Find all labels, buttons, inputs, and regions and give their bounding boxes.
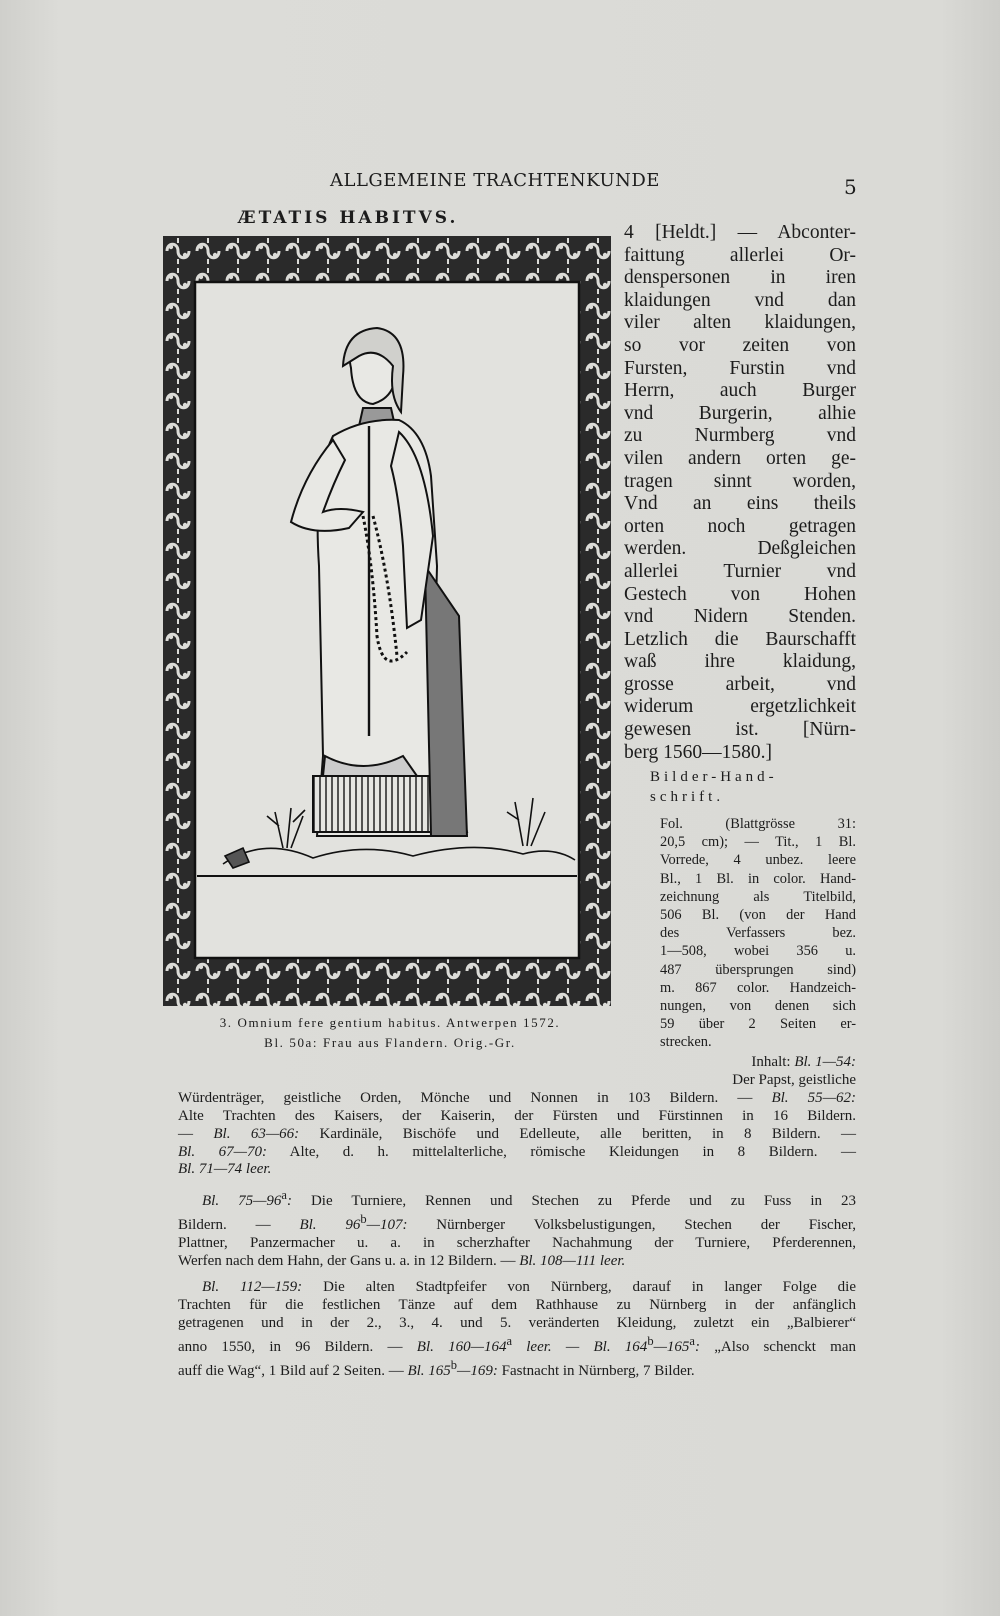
entry-line: gewesen ist. [Nürn- xyxy=(624,719,856,741)
leaf-range: Bl. 55—62: xyxy=(771,1089,856,1106)
entry-line: berg 1560—1580.] xyxy=(624,741,773,763)
contents-text: Werfen nach dem Hahn, der Gans u. a. in 12 Bildern. — xyxy=(178,1253,520,1270)
leaf-range: Bl. 160—164 xyxy=(416,1338,507,1355)
entry-line: Herrn, auch Burger xyxy=(624,380,856,402)
leaf-side: a xyxy=(506,1333,513,1348)
entry-line: viler alten klaidungen, xyxy=(624,312,856,334)
plate-title: ÆTATIS HABITVS. xyxy=(238,208,459,228)
desc-line: 506 Bl. (von der Hand xyxy=(660,907,856,924)
catalog-entry-title xyxy=(624,222,856,764)
desc-line: strecken. xyxy=(660,1034,712,1051)
label-line: schrift. xyxy=(650,789,725,805)
contents-line xyxy=(178,1090,856,1108)
contents-line xyxy=(178,1279,856,1297)
entry-line: Gestech von Hohen xyxy=(624,583,856,605)
entry-line: vnd Nidern Stenden. xyxy=(624,606,856,628)
contents-text: anno 1550, in 96 Bildern. — xyxy=(178,1338,417,1355)
leaf-range: —169: xyxy=(457,1362,498,1379)
contents-line xyxy=(178,1357,856,1381)
inhalt-label: Inhalt: xyxy=(751,1054,795,1070)
leaf-range: Bl. 165 xyxy=(407,1362,451,1379)
physical-description xyxy=(660,815,856,1052)
caption-line: Bl. 50a: Frau aus Flandern. Orig.-Gr. xyxy=(264,1035,516,1050)
entry-type-label xyxy=(650,767,856,807)
entry-line: vilen andern orten ge- xyxy=(624,447,856,469)
contents-text: Bildern. — xyxy=(178,1217,300,1234)
entry-line: denspersonen in iren xyxy=(624,267,856,289)
entry-line: allerlei Turnier vnd xyxy=(624,560,856,582)
entry-line: Letzlich die Baurschafft xyxy=(624,628,856,650)
contents-line xyxy=(178,1126,856,1144)
leaf-range: Bl. 1—54: xyxy=(794,1054,856,1070)
contents-text: Die Turniere, Rennen und Stechen zu Pferde und zu Fuss in 23 xyxy=(291,1193,856,1210)
woodcut-plate xyxy=(163,236,611,1006)
contents-line xyxy=(178,1161,856,1179)
leaf-range: Bl. 108—111 leer. xyxy=(519,1253,626,1270)
desc-line: 20,5 cm); — Tit., 1 Bl. xyxy=(660,834,856,851)
label-line: Bilder-Hand- xyxy=(650,769,778,785)
entry-line: so vor zeiten von xyxy=(624,334,856,356)
entry-line: widerum ergetzlichkeit xyxy=(624,696,856,718)
contents-text: Fastnacht in Nürnberg, 7 Bilder. xyxy=(497,1362,695,1379)
leaf-range: : xyxy=(286,1193,292,1210)
leaf-range: —107: xyxy=(366,1217,408,1234)
leaf-range: Bl. 67—70: xyxy=(178,1143,267,1160)
contents-line xyxy=(178,1211,856,1235)
desc-line: 59 über 2 Seiten er- xyxy=(660,1016,856,1033)
entry-line: 4 [Heldt.] — Abconter- xyxy=(624,222,856,243)
entry-line: Vnd an eins theils xyxy=(624,493,856,515)
leaf-range: leer. — Bl. 164 xyxy=(512,1338,648,1355)
desc-line: 487 übersprungen sind) xyxy=(660,961,856,978)
contents-line xyxy=(178,1253,856,1271)
leaf-side: a xyxy=(689,1333,695,1348)
entry-line: zu Nurmberg vnd xyxy=(624,425,856,447)
desc-line: Bl., 1 Bl. in color. Hand- xyxy=(660,870,856,887)
contents-paragraph xyxy=(178,1187,856,1271)
contents-text: — xyxy=(178,1125,214,1142)
contents-line: Trachten für die festlichen Tänze auf dem Rathhause zu Nürnberg in der anfänglich xyxy=(178,1296,856,1313)
contents-text: auff die Wag“, 1 Bild auf 2 Seiten. — xyxy=(178,1362,408,1379)
desc-line: Vorrede, 4 unbez. leere xyxy=(660,852,856,869)
leaf-side: a xyxy=(281,1188,287,1203)
plate-caption xyxy=(170,1013,610,1053)
contents-line xyxy=(178,1054,856,1072)
contents-paragraph xyxy=(178,1279,856,1381)
contents-text: Nürnberger Volksbelustigungen, Stechen der Fischer, xyxy=(407,1217,856,1234)
contents-text: Alte, d. h. mittelalterliche, römische Kleidungen in 8 Bildern. — xyxy=(266,1143,856,1160)
entry-line: grosse arbeit, vnd xyxy=(624,673,856,695)
caption-line: 3. Omnium fere gentium habitus. Antwerpen 1572. xyxy=(219,1015,561,1030)
contents-text: Die alten Stadtpfeifer von Nürnberg, darauf in langer Folge die xyxy=(302,1278,856,1295)
entry-line: vnd Burgerin, alhie xyxy=(624,402,856,424)
entry-line: orten noch getragen xyxy=(624,515,856,537)
leaf-range: Bl. 63—66: xyxy=(213,1125,300,1142)
contents-line xyxy=(178,1333,856,1357)
contents-line xyxy=(178,1144,856,1162)
page-number: 5 xyxy=(844,175,857,199)
leaf-side: b xyxy=(450,1357,458,1372)
desc-line: zeichnung als Titelbild, xyxy=(660,888,856,905)
contents-line: getragenen und in der 2., 3., 4. und 5. veränderten Kleidung, zuletzt ein „Balbierer“ xyxy=(178,1314,856,1331)
desc-line: Fol. (Blattgrösse 31: xyxy=(660,816,856,832)
entry-line: Fursten, Furstin vnd xyxy=(624,357,856,379)
leaf-range: —165 xyxy=(653,1338,690,1355)
contents-line xyxy=(178,1187,856,1211)
leaf-range: : xyxy=(694,1338,700,1355)
leaf-side: b xyxy=(360,1212,367,1227)
contents-line: Der Papst, geistliche xyxy=(732,1071,856,1088)
contents-line: Plattner, Panzermacher u. a. in scherzhafter Nachahmung der Turniere, Pferderennen, xyxy=(178,1235,856,1252)
contents-listing xyxy=(178,1054,856,1381)
entry-line: waß ihre klaidung, xyxy=(624,651,856,673)
contents-line: Alte Trachten des Kaisers, der Kaiserin, der Fürsten und Fürstinnen in 16 Bildern. xyxy=(178,1107,856,1124)
desc-line: des Verfassers bez. xyxy=(660,925,856,942)
contents-text: Würdenträger, geistliche Orden, Mönche und Nonnen in 103 Bildern. — xyxy=(178,1089,772,1106)
leaf-range: Bl. 112—159: xyxy=(202,1278,303,1295)
contents-text: Kardinäle, Bischöfe und Edelleute, alle beritten, in 8 Bildern. — xyxy=(299,1125,857,1142)
entry-line: klaidungen vnd dan xyxy=(624,289,856,311)
leaf-range: Bl. 71—74 leer. xyxy=(178,1161,272,1178)
leaf-range: Bl. 75—96 xyxy=(202,1193,282,1210)
running-head: ALLGEMEINE TRACHTENKUNDE xyxy=(330,170,660,191)
desc-line: m. 867 color. Handzeich- xyxy=(660,979,856,996)
desc-line: nungen, von denen sich xyxy=(660,998,856,1015)
leaf-range: Bl. 96 xyxy=(299,1217,361,1234)
entry-line: tragen sinnt worden, xyxy=(624,470,856,492)
contents-text: „Also schenckt man xyxy=(699,1338,856,1355)
entry-line: faittung allerlei Or- xyxy=(624,244,856,266)
entry-line: werden. Deßgleichen xyxy=(624,538,856,560)
desc-line: 1—508, wobei 356 u. xyxy=(660,943,856,960)
leaf-side: b xyxy=(647,1333,654,1348)
